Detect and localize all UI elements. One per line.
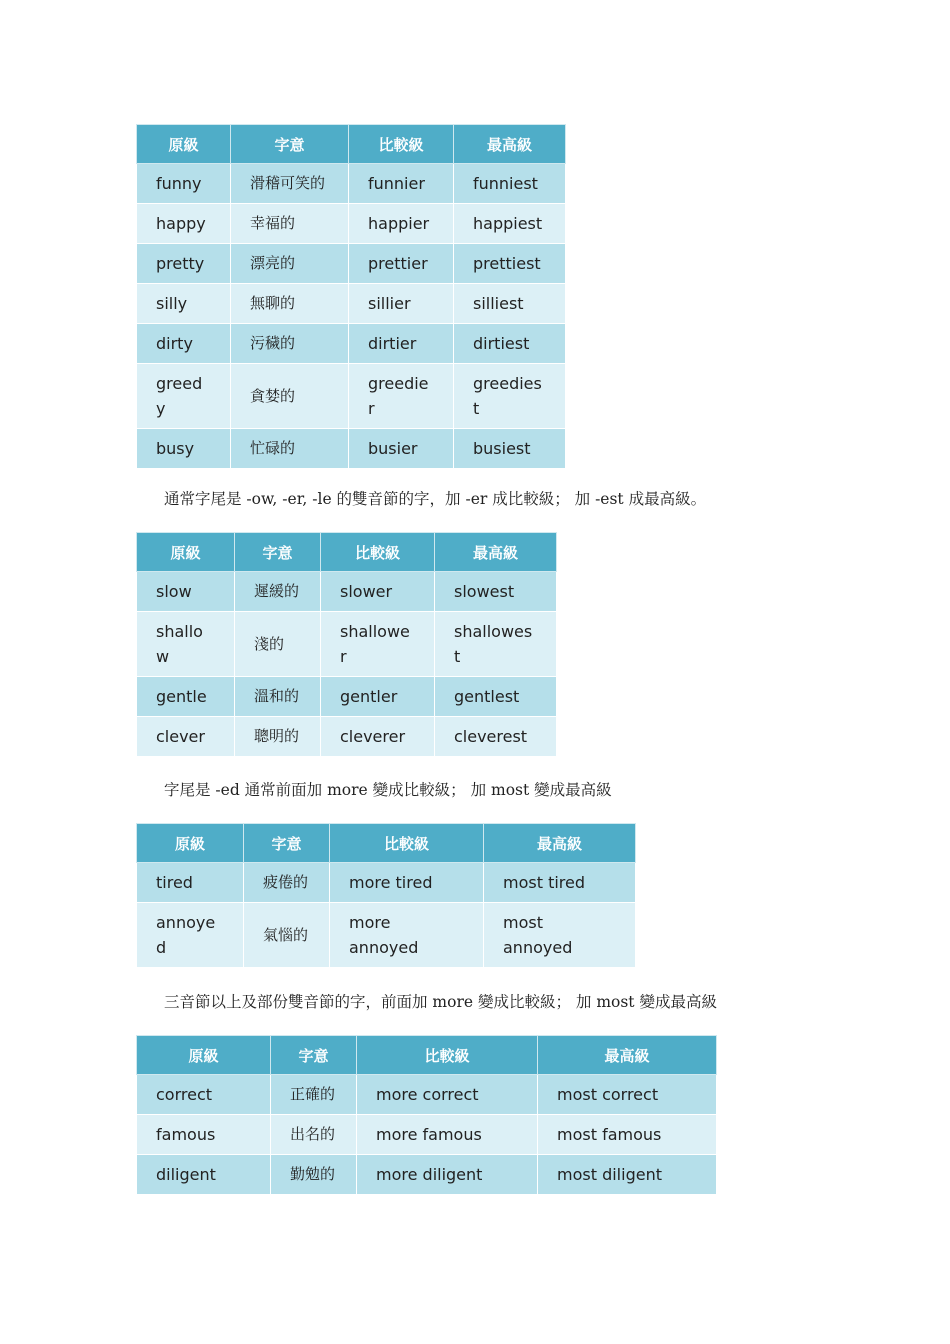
- cell-positive: funny: [137, 164, 231, 204]
- cell-superlative: [435, 612, 557, 677]
- header-positive: 原級: [137, 824, 244, 863]
- header-meaning: 字意: [231, 125, 349, 164]
- header-superlative: 最高級: [484, 824, 636, 863]
- cell-positive: pretty: [137, 244, 231, 284]
- table-row: [137, 863, 636, 903]
- cell-superlative: [454, 364, 566, 429]
- cell-superlative: [484, 903, 636, 968]
- table-row: [137, 677, 557, 717]
- header-comparative: 比較級: [330, 824, 484, 863]
- cell-comparative: prettier: [349, 244, 454, 284]
- cell-comparative: more diligent: [357, 1155, 538, 1195]
- cell-positive: slow: [137, 572, 235, 612]
- header-superlative: 最高級: [454, 125, 566, 164]
- table-header-row: [137, 1036, 717, 1075]
- cell-positive: gentle: [137, 677, 235, 717]
- cell-superlative: funniest: [454, 164, 566, 204]
- cell-meaning: 疲倦的: [244, 863, 330, 903]
- cell-superlative: silliest: [454, 284, 566, 324]
- table-row: [137, 1115, 717, 1155]
- table-adjectives-y-ending: [136, 124, 566, 469]
- table-header-row: [137, 125, 566, 164]
- table-adjectives-ow-er-le: [136, 532, 557, 757]
- cell-positive: silly: [137, 284, 231, 324]
- word-wrap-text: more annoyed: [349, 913, 419, 957]
- cell-positive: happy: [137, 204, 231, 244]
- cell-superlative: most diligent: [538, 1155, 717, 1195]
- cell-meaning: 漂亮的: [231, 244, 349, 284]
- header-meaning: 字意: [244, 824, 330, 863]
- cell-positive: [137, 903, 244, 968]
- cell-positive: [137, 612, 235, 677]
- cell-meaning: 正確的: [271, 1075, 357, 1115]
- header-meaning: 字意: [271, 1036, 357, 1075]
- rule-note-1: 通常字尾是 -ow, -er, -le 的雙音節的字，加 -er 成比較級； 加 -est 成最高級。: [164, 490, 707, 508]
- cell-meaning: 出名的: [271, 1115, 357, 1155]
- table-row: [137, 572, 557, 612]
- word-wrap-text: shallowest: [454, 622, 533, 666]
- cell-meaning: 貪婪的: [231, 364, 349, 429]
- table-adjectives-ed-ending: [136, 823, 636, 968]
- header-superlative: 最高級: [538, 1036, 717, 1075]
- header-comparative: 比較級: [357, 1036, 538, 1075]
- cell-positive: diligent: [137, 1155, 271, 1195]
- table-row: [137, 324, 566, 364]
- word-wrap-text: shallow: [156, 622, 203, 666]
- header-comparative: 比較級: [349, 125, 454, 164]
- table-row: [137, 364, 566, 429]
- cell-positive: [137, 364, 231, 429]
- table-row: [137, 1155, 717, 1195]
- word-wrap-text: greedy: [156, 374, 203, 418]
- header-positive: 原級: [137, 125, 231, 164]
- table-row: [137, 1075, 717, 1115]
- header-meaning: 字意: [235, 533, 321, 572]
- cell-meaning: 聰明的: [235, 717, 321, 757]
- header-comparative: 比較級: [321, 533, 435, 572]
- cell-comparative: dirtier: [349, 324, 454, 364]
- cell-comparative: happier: [349, 204, 454, 244]
- table-header-row: [137, 533, 557, 572]
- word-wrap-text: greediest: [473, 374, 542, 418]
- cell-superlative: cleverest: [435, 717, 557, 757]
- cell-comparative: [321, 612, 435, 677]
- header-positive: 原級: [137, 533, 235, 572]
- cell-meaning: 幸福的: [231, 204, 349, 244]
- table-row: [137, 903, 636, 968]
- rule-note-2: 字尾是 -ed 通常前面加 more 變成比較級； 加 most 變成最高級: [164, 781, 612, 799]
- cell-meaning: 勤勉的: [271, 1155, 357, 1195]
- cell-superlative: most famous: [538, 1115, 717, 1155]
- word-wrap-text: shallower: [340, 622, 410, 666]
- cell-comparative: busier: [349, 429, 454, 469]
- cell-positive: famous: [137, 1115, 271, 1155]
- cell-superlative: busiest: [454, 429, 566, 469]
- table-row: [137, 204, 566, 244]
- cell-positive: dirty: [137, 324, 231, 364]
- word-wrap-text: greedier: [368, 374, 429, 418]
- table-row: [137, 612, 557, 677]
- word-wrap-text: most annoyed: [503, 913, 573, 957]
- header-positive: 原級: [137, 1036, 271, 1075]
- cell-comparative: more correct: [357, 1075, 538, 1115]
- cell-positive: tired: [137, 863, 244, 903]
- table-row: [137, 284, 566, 324]
- cell-positive: clever: [137, 717, 235, 757]
- cell-comparative: slower: [321, 572, 435, 612]
- cell-superlative: slowest: [435, 572, 557, 612]
- cell-meaning: 無聊的: [231, 284, 349, 324]
- cell-positive: correct: [137, 1075, 271, 1115]
- cell-comparative: more famous: [357, 1115, 538, 1155]
- word-wrap-text: annoyed: [156, 913, 216, 957]
- cell-comparative: gentler: [321, 677, 435, 717]
- table-row: [137, 429, 566, 469]
- cell-meaning: 遲緩的: [235, 572, 321, 612]
- cell-meaning: 滑稽可笑的: [231, 164, 349, 204]
- cell-superlative: most correct: [538, 1075, 717, 1115]
- cell-meaning: 淺的: [235, 612, 321, 677]
- cell-comparative: cleverer: [321, 717, 435, 757]
- table-row: [137, 164, 566, 204]
- cell-superlative: most tired: [484, 863, 636, 903]
- cell-superlative: dirtiest: [454, 324, 566, 364]
- cell-meaning: 氣惱的: [244, 903, 330, 968]
- cell-comparative: more tired: [330, 863, 484, 903]
- cell-superlative: prettiest: [454, 244, 566, 284]
- rule-note-3: 三音節以上及部份雙音節的字，前面加 more 變成比較級； 加 most 變成最高級: [164, 993, 717, 1011]
- cell-meaning: 忙碌的: [231, 429, 349, 469]
- cell-comparative: sillier: [349, 284, 454, 324]
- cell-meaning: 溫和的: [235, 677, 321, 717]
- table-adjectives-multisyllable: [136, 1035, 717, 1195]
- table-row: [137, 244, 566, 284]
- cell-comparative: [349, 364, 454, 429]
- table-row: [137, 717, 557, 757]
- cell-superlative: happiest: [454, 204, 566, 244]
- header-superlative: 最高級: [435, 533, 557, 572]
- cell-superlative: gentlest: [435, 677, 557, 717]
- cell-comparative: [330, 903, 484, 968]
- cell-comparative: funnier: [349, 164, 454, 204]
- table-header-row: [137, 824, 636, 863]
- cell-meaning: 污穢的: [231, 324, 349, 364]
- cell-positive: busy: [137, 429, 231, 469]
